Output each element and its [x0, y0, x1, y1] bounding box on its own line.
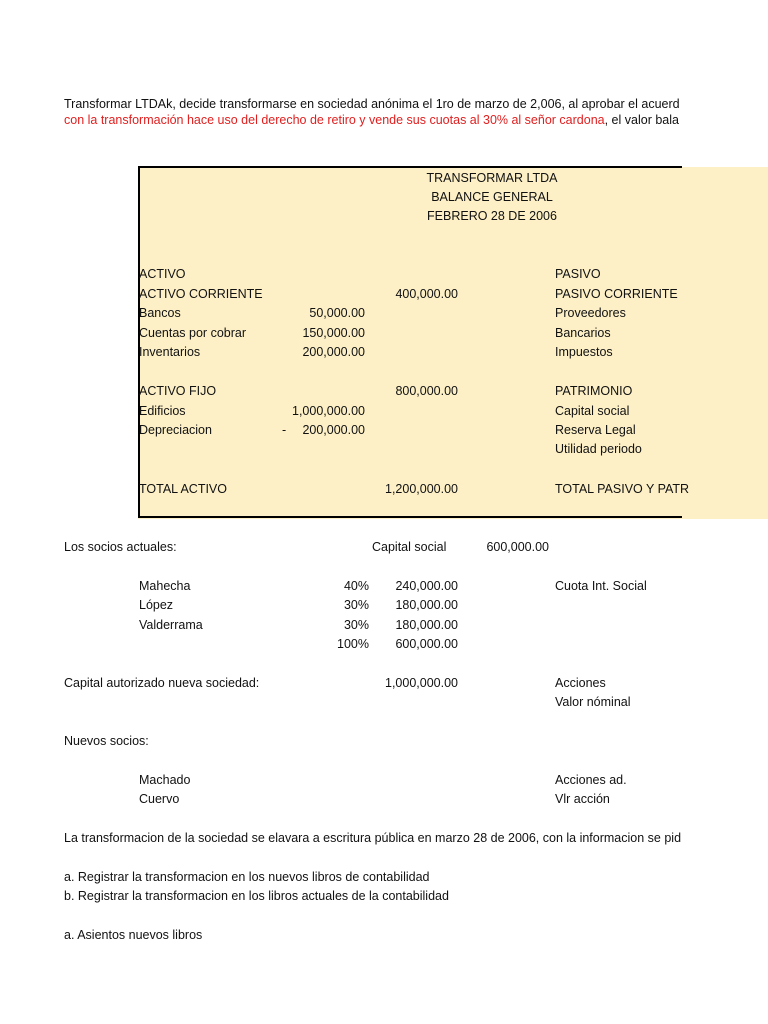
- nuevo-socio-name: Machado: [139, 773, 191, 787]
- total-activo-label: TOTAL ACTIVO: [139, 482, 227, 496]
- balance-border-left: [138, 166, 140, 518]
- intro-highlight: con la transformación hace uso del derecho de retiro y vende sus cuotas al 30% al señor cardona: [64, 113, 605, 127]
- total-pasivo-label: TOTAL PASIVO Y PATR: [555, 482, 690, 496]
- socios-capital-label: Capital social: [372, 540, 447, 554]
- vlr-accion-label: Vlr acción: [555, 792, 610, 806]
- reserva-legal-label: Reserva Legal: [555, 423, 636, 437]
- footer-line: La transformacion de la sociedad se elavara a escritura pública en marzo 28 de 2006, con la informacion se pid: [64, 831, 682, 845]
- depreciacion-sign: -: [282, 423, 287, 437]
- balance-border-top: [138, 166, 682, 168]
- edificios-value: 1,000,000.00: [292, 404, 365, 418]
- socio-pct: 40%: [343, 579, 369, 593]
- item-b: b. Registrar la transformacion en los libros actuales de la contabilidad: [64, 889, 449, 903]
- capital-social-label: Capital social: [555, 404, 630, 418]
- activo-fijo-label: ACTIVO FIJO: [139, 384, 217, 398]
- socio-value: 240,000.00: [395, 579, 458, 593]
- intro-line-1: Transformar LTDAk, decide transformarse en sociedad anónima el 1ro de marzo de 2,006, al aprobar el acuerd: [64, 97, 680, 111]
- socio-name: López: [139, 598, 174, 612]
- intro-line-2-rest: , el valor bala: [604, 113, 679, 127]
- balance-border-bottom: [138, 516, 682, 518]
- socio-pct: 30%: [343, 598, 369, 612]
- activo-corriente-total: 400,000.00: [395, 287, 458, 301]
- cuentas-value: 150,000.00: [302, 326, 365, 340]
- nuevos-socios-label: Nuevos socios:: [64, 734, 149, 748]
- proveedores-label: Proveedores: [555, 306, 626, 320]
- asientos-heading: a. Asientos nuevos libros: [64, 928, 203, 942]
- cuentas-label: Cuentas por cobrar: [139, 326, 247, 340]
- socio-pct: 30%: [343, 618, 369, 632]
- bancarios-label: Bancarios: [555, 326, 611, 340]
- capital-autorizado-label: Capital autorizado nueva sociedad:: [64, 676, 260, 690]
- capital-autorizado-value: 1,000,000.00: [385, 676, 458, 690]
- pasivo-corriente-label: PASIVO CORRIENTE: [555, 287, 678, 301]
- inventarios-label: Inventarios: [139, 345, 201, 359]
- socios-total-value: 600,000.00: [395, 637, 458, 651]
- balance-company: TRANSFORMAR LTDA: [426, 171, 558, 185]
- acciones-label: Acciones: [555, 676, 606, 690]
- utilidad-label: Utilidad periodo: [555, 442, 642, 456]
- balance-title: BALANCE GENERAL: [431, 190, 553, 204]
- activo-corriente-label: ACTIVO CORRIENTE: [139, 287, 263, 301]
- total-activo-value: 1,200,000.00: [385, 482, 458, 496]
- balance-date: FEBRERO 28 DE 2006: [427, 209, 557, 223]
- acciones-ad-label: Acciones ad.: [555, 773, 627, 787]
- depreciacion-label: Depreciacion: [139, 423, 212, 437]
- activo-fijo-total: 800,000.00: [395, 384, 458, 398]
- bancos-value: 50,000.00: [309, 306, 365, 320]
- socio-value: 180,000.00: [395, 618, 458, 632]
- inventarios-value: 200,000.00: [302, 345, 365, 359]
- nuevo-socio-name: Cuervo: [139, 792, 180, 806]
- intro-line-2: [64, 112, 679, 128]
- impuestos-label: Impuestos: [555, 345, 613, 359]
- cuota-label: Cuota Int. Social: [555, 579, 647, 593]
- valor-nominal-label: Valor nóminal: [555, 695, 631, 709]
- activo-header: ACTIVO: [139, 267, 186, 281]
- item-a: a. Registrar la transformacion en los nuevos libros de contabilidad: [64, 870, 430, 884]
- edificios-label: Edificios: [139, 404, 186, 418]
- socios-capital-value: 600,000.00: [486, 540, 549, 554]
- patrimonio-label: PATRIMONIO: [555, 384, 633, 398]
- bancos-label: Bancos: [139, 306, 181, 320]
- depreciacion-value: 200,000.00: [302, 423, 365, 437]
- pasivo-header: PASIVO: [555, 267, 601, 281]
- socio-value: 180,000.00: [395, 598, 458, 612]
- socio-name: Valderrama: [139, 618, 203, 632]
- socios-total-pct: 100%: [337, 637, 369, 651]
- socios-label: Los socios actuales:: [64, 540, 177, 554]
- socio-name: Mahecha: [139, 579, 191, 593]
